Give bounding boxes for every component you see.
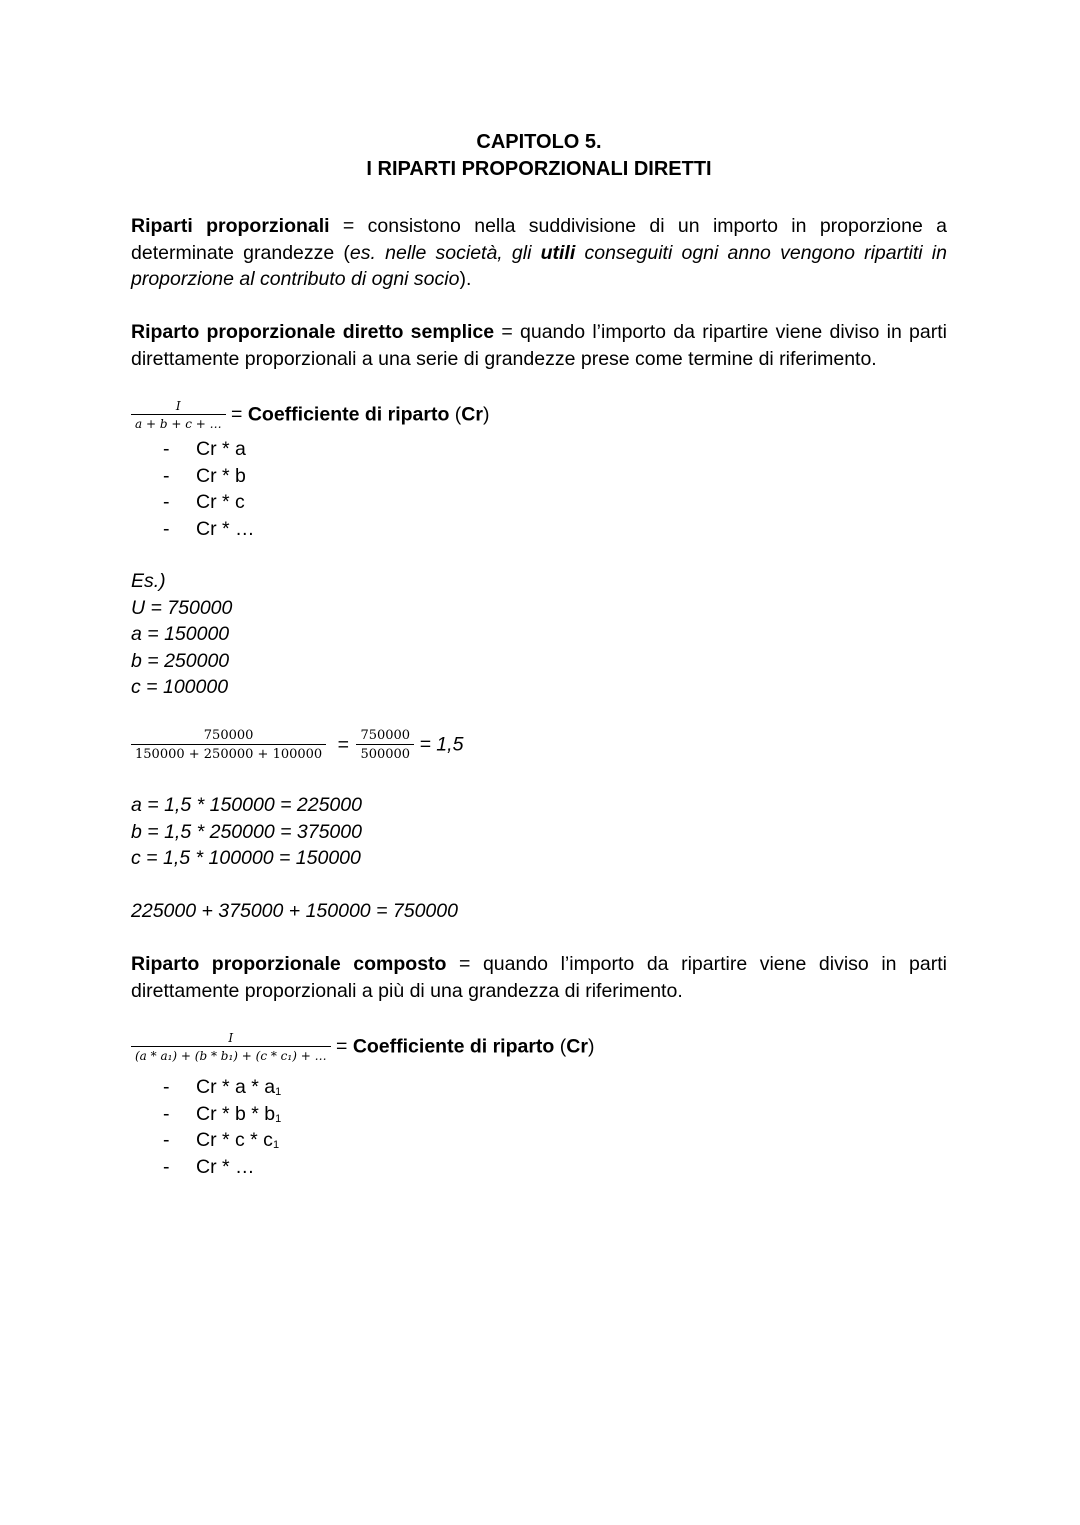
fraction: $\frac{I}{a + b + c + \dots}$ bbox=[131, 399, 226, 431]
example-label: Es.) bbox=[131, 570, 166, 592]
fraction: $\frac{750000}{150000 + 250000 + 100000}$ bbox=[131, 728, 326, 762]
example-results: a = 1,5 * 150000 = 225000 b = 1,5 * 250000 = 375000 c = 1,5 * 100000 = 150000 bbox=[131, 794, 362, 869]
formula-coefficiente-semplice: $\frac{I}{a + b + c + \dots}$ = Coefficiente di riparto (Cr) bbox=[131, 399, 489, 431]
term-composto: Riparto proporzionale composto bbox=[131, 953, 447, 975]
fraction: $\frac{I}{\text{(a * a₁) + (b * b₁) + (c * c₁) + …}}$ bbox=[131, 1031, 331, 1063]
term-utili: utili bbox=[540, 241, 576, 264]
example-total: 225000 + 375000 + 150000 = 750000 bbox=[131, 900, 458, 922]
paragraph-diretto-semplice: Riparto proporzionale diretto semplice = quando l’importo da ripartire viene diviso in parti direttamente proporzionali a una serie di grandezze prese come termine di riferimento. bbox=[131, 321, 947, 370]
fraction: $\frac{750000}{500000}$ bbox=[356, 728, 414, 762]
example-calculation: $\frac{750000}{150000 + 250000 + 100000}$ = $\frac{750000}{500000}$ = 1,5 bbox=[131, 728, 463, 762]
example-values: Es.) U = 750000 a = 150000 b = 250000 c = 100000 bbox=[131, 570, 233, 698]
chapter-number: CAPITOLO 5. bbox=[476, 131, 602, 153]
term-riparti-proporzionali: Riparti proporzionali bbox=[131, 215, 330, 237]
term-diretto-semplice: Riparto proporzionale diretto semplice bbox=[131, 321, 495, 343]
paragraph-composto: Riparto proporzionale composto = quando l’importo da ripartire viene diviso in parti direttamente proporzionali a più di una grandezza di riferimento. bbox=[131, 953, 947, 1002]
paragraph-riparti-proporzionali: Riparti proporzionali = consistono nella suddivisione di un importo in proporzione a determinate grandezze (es. nelle società, gli utili conseguiti ogni anno vengono ripartiti in proporzione al contributo di ogni socio). bbox=[131, 215, 947, 290]
chapter-title: I RIPARTI PROPORZIONALI DIRETTI bbox=[366, 158, 712, 180]
formula-coefficiente-composto: $\frac{I}{\text{(a * a₁) + (b * b₁) + (c * c₁) + …}}$ = Coefficiente di riparto (Cr) bbox=[131, 1031, 594, 1063]
